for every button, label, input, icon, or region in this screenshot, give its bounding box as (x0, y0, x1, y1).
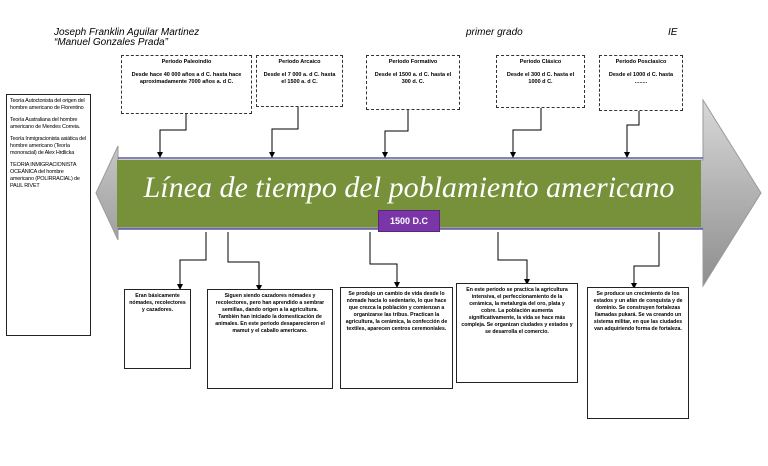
theory-item: TEORIA INMIGRACIONISTA OCEÁNICA del hombre americano (POLIRRACIAL) de PAUL RIVET (10, 162, 80, 189)
theory-item: Teoría Inmigracionista asiática del hombre americano (Teoría monoracial) de Alex Hrdlicka (10, 136, 86, 156)
period-range: Desde hace 40 000 años a d C. hasta hace aproximadamente 7000 años a. d C. (131, 71, 242, 85)
period-name: Periodo Paleoindio (161, 59, 212, 65)
theories-box (6, 94, 91, 336)
period-name: Periodo Posclasico (615, 59, 667, 65)
period-box-posclasico (599, 55, 683, 111)
school-name: “Manuel Gonzales Prada” (54, 37, 168, 48)
description-box-posclasico: Se produce un crecimiento de los estados y un afán de conquista y de dominio. Se construyen fortalezas llamadas pukará. Se va creando un sistema militar, en que las ciudades van adquiriendo forma de fortaleza. (587, 287, 689, 419)
description-box-arcaico: Siguen siendo cazadores nómades y recolectores, pero han aprendido a sembrar semillas, dando origen a la agricultura. También han iniciado la domesticación de animales. En este periodo desaparecieron el mamut y el caballo americano. (207, 289, 333, 389)
period-range: Desde el 1000 d C. hasta ........ (608, 71, 674, 85)
timeline-title: Línea de tiempo del poblamiento americano (143, 171, 675, 204)
period-range: Desde el 7 000 a. d C. hasta el 1500 a. d C. (263, 71, 336, 85)
period-name: Periodo Formativo (388, 59, 438, 65)
period-name: Periodo Arcaico (278, 59, 321, 65)
period-box-paleoindio (121, 55, 252, 114)
description-box-formativo: Se produjo un cambio de vida desde lo nómade hacia lo sedentario, lo que hace que crezca la población y comienzan a organizarse las tribus. Practican la agricultura, la cerámica, la confección de textiles, aparecen centros ceremoniales. (340, 287, 453, 389)
period-box-clasico (496, 55, 585, 108)
period-box-arcaico (256, 55, 343, 107)
grade-label: primer grado (466, 27, 523, 38)
period-range: Desde el 300 d C. hasta el 1000 d C. (506, 71, 575, 85)
description-box-paleoindio: Eran básicamente nómades, recolectores y cazadores. (124, 289, 191, 369)
description-box-clasico: En este periodo se practica la agricultura intensiva, el perfeccionamiento de la cerámica, la metalurgia del oro, plata y cobre. La población aumenta significativamente, la vida se hace más compleja. Se organizan ciudades y estados y se desarrolla el comercio. (456, 283, 578, 383)
theory-item: Teoría Australiana del hombre americano de Mendes Correia. (10, 117, 80, 130)
theory-item: Teoría Autoctonista del origen del hombre americano de Florentino (10, 98, 85, 111)
author-name: Joseph Franklin Aguilar Martinez (54, 27, 200, 38)
ie-label: IE (668, 27, 678, 38)
date-badge: 1500 D.C (378, 210, 440, 232)
period-box-formativo (366, 55, 460, 110)
period-range: Desde el 1500 a. d C. hasta el 300 d. C. (374, 71, 452, 85)
period-name: Periodo Clásico (519, 59, 562, 65)
